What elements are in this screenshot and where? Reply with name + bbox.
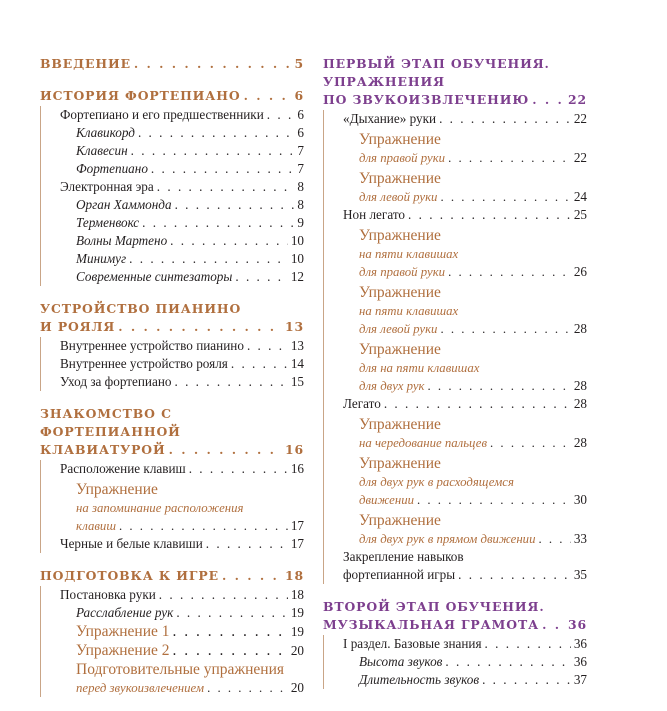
toc-subentry[interactable]: [41, 214, 304, 232]
dot-leader: [142, 214, 294, 232]
toc-subentry[interactable]: [41, 604, 304, 622]
dot-leader: [222, 567, 282, 585]
exercise-heading: Упражнение: [76, 481, 158, 498]
page-number: 6: [294, 88, 304, 103]
exercise-subtitle-row: [359, 188, 587, 206]
toc-section-prep: [40, 567, 304, 697]
dot-leader: [428, 377, 571, 395]
toc-section-stage2: [323, 598, 587, 689]
exercise-heading-row: [76, 642, 304, 660]
dot-leader: [384, 395, 571, 413]
page-number: 8: [297, 179, 304, 194]
page-number: 12: [290, 269, 304, 284]
entry-text: «Дыхание» руки: [343, 111, 437, 126]
page-number: 26: [573, 264, 587, 279]
dot-leader: [134, 55, 292, 73]
page-number: 28: [573, 396, 587, 411]
exercise-heading-row: [76, 623, 304, 641]
exercise-subtitle-row: [76, 679, 304, 697]
page-number: 22: [573, 150, 587, 165]
page-number: 7: [297, 143, 304, 158]
page-number: 36: [573, 654, 587, 669]
exercise-entry[interactable]: [41, 642, 304, 660]
dot-leader: [231, 355, 288, 373]
toc-section-device: [40, 300, 304, 391]
section-title-text: ВВЕДЕНИЕ: [40, 56, 131, 71]
toc-right-column: [323, 55, 587, 703]
exercise-heading: Упражнение: [359, 341, 441, 358]
exercise-subtitle: для левой руки: [359, 322, 438, 336]
entry-text: Внутреннее устройство пианино: [60, 338, 244, 353]
exercise-subtitle: на пяти клавишах: [359, 304, 459, 318]
exercise-subtitle: для правой руки: [359, 151, 446, 165]
section-title-stage1[interactable]: [323, 91, 587, 109]
exercise-subtitle: для двух рук в расходящемся: [359, 475, 514, 489]
toc-section-history: [40, 87, 304, 286]
page-number: 18: [290, 587, 304, 602]
dot-leader: [532, 91, 565, 109]
toc-section-stage1: [323, 55, 587, 584]
page-number: 18: [284, 568, 304, 583]
toc-subentry[interactable]: [41, 142, 304, 160]
toc-entry[interactable]: [324, 110, 587, 128]
entry-list: [323, 110, 587, 584]
exercise-heading: Упражнение: [359, 170, 441, 187]
page-number: 5: [294, 56, 304, 71]
dot-leader: [482, 671, 571, 689]
toc-entry[interactable]: [41, 337, 304, 355]
section-title-intro[interactable]: [40, 55, 304, 73]
dot-leader: [175, 196, 295, 214]
entry-text: Минимуг: [76, 251, 127, 266]
page-number: 25: [573, 207, 587, 222]
toc-subentry[interactable]: [41, 250, 304, 268]
exercise-subtitle-row: [359, 377, 587, 395]
dot-leader: [129, 250, 288, 268]
entry-text: Расположение клавиш: [60, 461, 186, 476]
entry-text: Уход за фортепиано: [60, 374, 172, 389]
page-number: 22: [573, 111, 587, 126]
toc-entry[interactable]: [41, 535, 304, 553]
exercise-entry[interactable]: [324, 131, 587, 167]
section-title-device-line1[interactable]: УСТРОЙСТВО ПИАНИНО: [40, 301, 242, 316]
page-number: 28: [573, 321, 587, 336]
entry-list: [40, 460, 304, 553]
dot-leader: [207, 679, 288, 697]
entry-text: Электронная эра: [60, 179, 154, 194]
toc-subentry[interactable]: [41, 160, 304, 178]
dot-leader: [159, 586, 288, 604]
entry-text: Фортепиано и его предшественники: [60, 107, 264, 122]
toc-subentry[interactable]: [41, 196, 304, 214]
page-number: 35: [573, 567, 587, 582]
exercise-subtitle-row: [359, 434, 587, 452]
toc-entry[interactable]: [41, 373, 304, 391]
page-number: 24: [573, 189, 587, 204]
entry-text: Современные синтезаторы: [76, 269, 233, 284]
entry-text: Терменвокс: [76, 215, 140, 230]
toc-entry[interactable]: [41, 106, 304, 124]
page-number: 10: [290, 233, 304, 248]
dot-leader: [119, 517, 288, 535]
dot-leader: [440, 320, 570, 338]
page-number: 19: [290, 605, 304, 620]
exercise-heading: Упражнение: [359, 512, 441, 529]
toc-section-intro: [40, 55, 304, 73]
toc-entry[interactable]: [324, 548, 587, 584]
entry-text: Высота звуков: [359, 654, 443, 669]
exercise-subtitle-row: [359, 320, 587, 338]
entry-list: [40, 106, 304, 286]
entry-text: Закрепление навыков: [343, 549, 464, 564]
exercise-entry[interactable]: [41, 661, 304, 697]
entry-text: Черные и белые клавиши: [60, 536, 203, 551]
dot-leader: [458, 566, 571, 584]
page-number: 22: [567, 92, 587, 107]
section-title-text: ПО ЗВУКОИЗВЛЕЧЕНИЮ: [323, 92, 530, 107]
entry-text: Фортепиано: [76, 161, 148, 176]
exercise-subtitle: для левой руки: [359, 190, 438, 204]
page-number: 17: [290, 536, 304, 551]
toc-entry[interactable]: [324, 206, 587, 224]
entry-text: фортепианной игры: [343, 567, 456, 582]
exercise-subtitle: на запоминание расположения: [76, 501, 244, 515]
exercise-entry[interactable]: [324, 455, 587, 509]
entry-text: Клавикорд: [76, 125, 135, 140]
dot-leader: [408, 206, 571, 224]
section-title-stage2-line1[interactable]: ВТОРОЙ ЭТАП ОБУЧЕНИЯ.: [323, 599, 545, 614]
exercise-heading: Упражнение: [359, 416, 441, 433]
exercise-entry[interactable]: [41, 623, 304, 641]
page-number: 20: [290, 643, 304, 658]
dot-leader: [244, 87, 292, 105]
page-number: 16: [284, 442, 304, 457]
dot-leader: [448, 149, 571, 167]
dot-leader: [440, 188, 570, 206]
section-title-keyboard[interactable]: [40, 441, 304, 459]
page-number: 13: [290, 338, 304, 353]
dot-leader: [267, 106, 295, 124]
section-title-device[interactable]: [40, 318, 304, 336]
section-title-stage1-line2[interactable]: УПРАЖНЕНИЯ: [323, 74, 445, 89]
page-number: 10: [290, 251, 304, 266]
dot-leader: [538, 530, 570, 548]
entry-text: Длительность звуков: [359, 672, 480, 687]
dot-leader: [176, 604, 287, 622]
exercise-subtitle-row: [359, 149, 587, 167]
toc-entry[interactable]: [41, 355, 304, 373]
page-number: 30: [573, 492, 587, 507]
toc-subentry[interactable]: [324, 671, 587, 689]
exercise-subtitle: для правой руки: [359, 265, 446, 279]
section-title-text: МУЗЫКАЛЬНАЯ ГРАМОТА: [323, 617, 540, 632]
page-number: 28: [573, 378, 587, 393]
section-title-stage1-line1[interactable]: ПЕРВЫЙ ЭТАП ОБУЧЕНИЯ.: [323, 56, 550, 71]
page-number: 17: [290, 518, 304, 533]
entry-text: Расслабление рук: [76, 605, 174, 620]
entry-text: Орган Хаммонда: [76, 197, 172, 212]
exercise-heading: Упражнение 2: [76, 642, 170, 659]
page-number: 36: [573, 636, 587, 651]
toc-entry[interactable]: [41, 460, 304, 478]
entry-list: [323, 635, 587, 689]
page-number: 6: [297, 125, 304, 140]
dot-leader: [448, 263, 571, 281]
entry-list: [40, 337, 304, 391]
exercise-subtitle: для двух рук: [359, 379, 425, 393]
exercise-subtitle: на пяти клавишах: [359, 247, 459, 261]
exercise-heading: Упражнение 1: [76, 623, 170, 640]
section-title-keyboard-line1[interactable]: ЗНАКОМСТВО С ФОРТЕПИАННОЙ: [40, 406, 181, 439]
dot-leader: [138, 124, 294, 142]
exercise-subtitle-row: [359, 530, 587, 548]
section-title-history[interactable]: [40, 87, 304, 105]
dot-leader: [235, 268, 287, 286]
section-title-prep[interactable]: [40, 567, 304, 585]
page-number: 28: [573, 435, 587, 450]
toc-entry[interactable]: [324, 635, 587, 653]
exercise-subtitle: на чередование пальцев: [359, 436, 488, 450]
section-title-text: И РОЯЛЯ: [40, 319, 116, 334]
entry-text: Внутреннее устройство рояля: [60, 356, 228, 371]
dot-leader: [174, 373, 287, 391]
page-number: 16: [290, 461, 304, 476]
entry-text: I раздел. Базовые знания: [343, 636, 482, 651]
page-number: 13: [284, 319, 304, 334]
page-number: 33: [573, 531, 587, 546]
dot-leader: [157, 178, 295, 196]
dot-leader: [439, 110, 571, 128]
page-number: 20: [290, 680, 304, 695]
exercise-entry[interactable]: [41, 481, 304, 535]
exercise-heading: Упражнение: [359, 131, 441, 148]
dot-leader: [247, 337, 288, 355]
toc-subentry[interactable]: [324, 653, 587, 671]
exercise-heading: Подготовительные упражнения: [76, 661, 285, 678]
exercise-entry[interactable]: [324, 227, 587, 281]
toc-entry[interactable]: [41, 586, 304, 604]
dot-leader: [417, 491, 571, 509]
dot-leader: [173, 642, 288, 660]
page-number: 36: [567, 617, 587, 632]
exercise-heading: Упражнение: [359, 227, 441, 244]
dot-leader: [173, 623, 288, 641]
dot-leader: [151, 160, 294, 178]
dot-leader: [189, 460, 288, 478]
entry-list: [40, 586, 304, 697]
dot-leader: [490, 434, 571, 452]
entry-text: Нон легато: [343, 207, 406, 222]
toc-entry[interactable]: [324, 395, 587, 413]
exercise-subtitle: перед звукоизвлечением: [76, 681, 205, 695]
section-title-text: КЛАВИАТУРОЙ: [40, 442, 166, 457]
page-number: 6: [297, 107, 304, 122]
dot-leader: [170, 232, 288, 250]
entry-row: [324, 566, 587, 584]
dot-leader: [445, 653, 570, 671]
dot-leader: [206, 535, 288, 553]
entry-text: Клавесин: [76, 143, 128, 158]
section-title-text: ПОДГОТОВКА К ИГРЕ: [40, 568, 219, 583]
exercise-entry[interactable]: [324, 416, 587, 452]
page-number: 8: [297, 197, 304, 212]
page-number: 9: [297, 215, 304, 230]
page-number: 14: [290, 356, 304, 371]
exercise-subtitle-row: [359, 491, 587, 509]
page-number: 37: [573, 672, 587, 687]
section-title-stage2[interactable]: [323, 616, 587, 634]
dot-leader: [118, 318, 282, 336]
entry-text: Легато: [343, 396, 381, 411]
exercise-heading: Упражнение: [359, 284, 441, 301]
exercise-entry[interactable]: [324, 170, 587, 206]
dot-leader: [542, 616, 565, 634]
exercise-subtitle: движении: [359, 493, 414, 507]
toc-entry[interactable]: [41, 178, 304, 196]
dot-leader: [169, 441, 282, 459]
exercise-subtitle: клавиш: [76, 519, 116, 533]
exercise-subtitle-row: [76, 517, 304, 535]
toc-subentry[interactable]: [41, 124, 304, 142]
exercise-subtitle-row: [359, 263, 587, 281]
toc-section-keyboard: [40, 405, 304, 553]
page-number: 7: [297, 161, 304, 176]
entry-text: Волны Мартено: [76, 233, 168, 248]
dot-leader: [485, 635, 571, 653]
entry-text: Постановка руки: [60, 587, 156, 602]
exercise-entry[interactable]: [324, 284, 587, 338]
exercise-subtitle: для двух рук в прямом движении: [359, 532, 536, 546]
exercise-entry[interactable]: [324, 341, 587, 395]
toc-subentry[interactable]: [41, 232, 304, 250]
page-number: 15: [290, 374, 304, 389]
exercise-entry[interactable]: [324, 512, 587, 548]
section-title-text: ИСТОРИЯ ФОРТЕПИАНО: [40, 88, 241, 103]
toc-subentry[interactable]: [41, 268, 304, 286]
page-number: 19: [290, 624, 304, 639]
toc-left-column: [40, 55, 304, 711]
exercise-heading: Упражнение: [359, 455, 441, 472]
dot-leader: [131, 142, 295, 160]
exercise-subtitle: для на пяти клавишах: [359, 361, 480, 375]
